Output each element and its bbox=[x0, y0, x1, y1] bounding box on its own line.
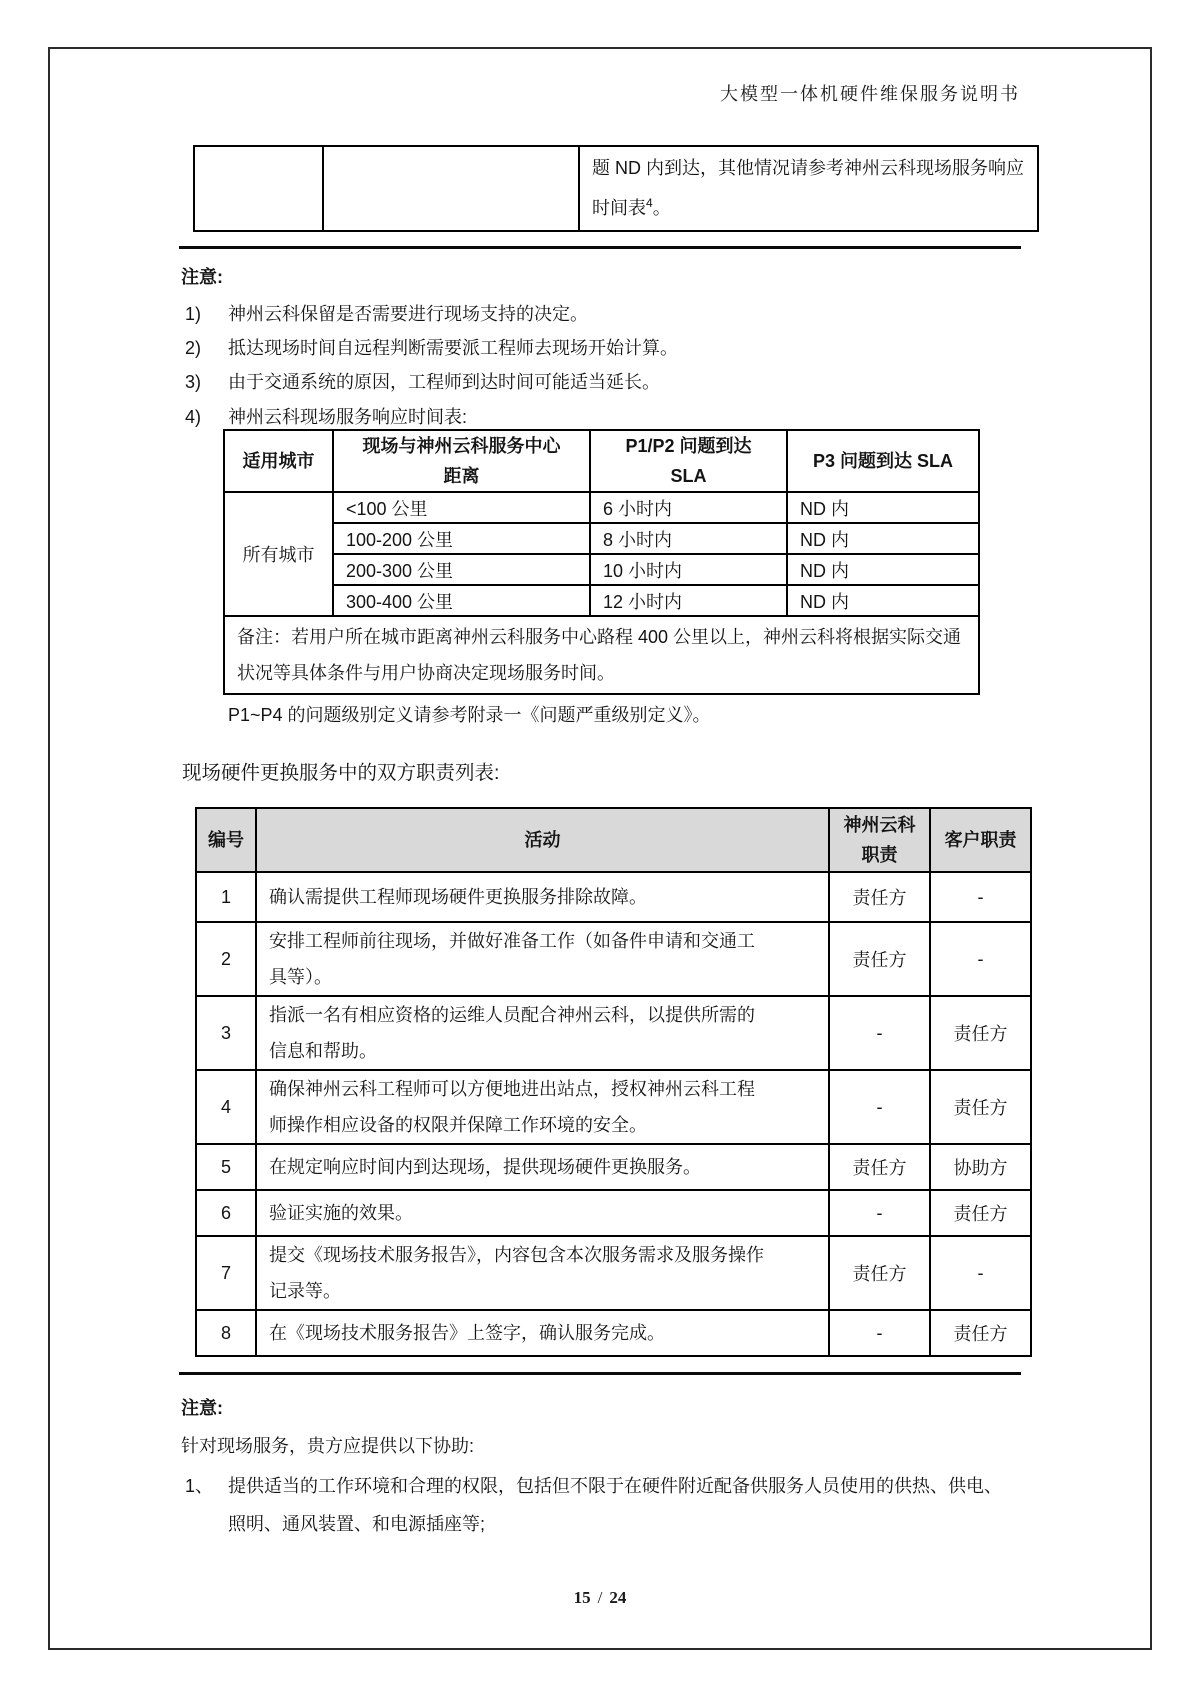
sla-row bbox=[224, 585, 979, 616]
resp-vendor-cell: 责任方 bbox=[829, 872, 930, 922]
resp-customer-cell: 协助方 bbox=[930, 1144, 1031, 1190]
sla-header-p1p2: P1/P2 问题到达 SLA bbox=[590, 430, 787, 492]
resp-no-cell: 6 bbox=[196, 1190, 256, 1236]
resp-no-cell: 8 bbox=[196, 1310, 256, 1356]
notes-bottom-label: 注意: bbox=[181, 1398, 223, 1418]
resp-vendor-cell: - bbox=[829, 1310, 930, 1356]
resp-row-6 bbox=[196, 1190, 1031, 1236]
carryover-text-line2-end: 。 bbox=[652, 198, 671, 218]
sla-p1p2-cell: 12 小时内 bbox=[590, 585, 787, 616]
severity-definition-note: P1~P4 的问题级别定义请参考附录一《问题严重级别定义》。 bbox=[228, 705, 711, 725]
resp-no-cell: 5 bbox=[196, 1144, 256, 1190]
resp-no-cell: 2 bbox=[196, 922, 256, 996]
assist-intro-text: 针对现场服务，贵方应提供以下协助: bbox=[181, 1436, 474, 1456]
note-item-4 bbox=[185, 403, 467, 429]
sla-header-row bbox=[224, 430, 979, 492]
carryover-cell-empty-2 bbox=[323, 146, 579, 231]
resp-vendor-cell: - bbox=[829, 1190, 930, 1236]
resp-activity-cell: 在规定响应时间内到达现场，提供现场硬件更换服务。 bbox=[256, 1144, 829, 1190]
carryover-text-line2: 时间表 bbox=[592, 198, 646, 218]
note-item-text: 神州云科保留是否需要进行现场支持的决定。 bbox=[228, 304, 588, 324]
resp-activity-cell: 确认需提供工程师现场硬件更换服务排除故障。 bbox=[256, 872, 829, 922]
resp-row-3 bbox=[196, 996, 1031, 1070]
footer-page-total: 24 bbox=[609, 1588, 627, 1607]
resp-customer-cell: 责任方 bbox=[930, 1310, 1031, 1356]
resp-activity-cell: 在《现场技术服务报告》上签字，确认服务完成。 bbox=[256, 1310, 829, 1356]
resp-row-2 bbox=[196, 922, 1031, 996]
resp-customer-cell: 责任方 bbox=[930, 996, 1031, 1070]
resp-no-cell: 4 bbox=[196, 1070, 256, 1144]
sla-remark-cell: 备注：若用户所在城市距离神州云科服务中心路程 400 公里以上，神州云科将根据实际交通状况等具体条件与用户协商决定现场服务时间。 bbox=[224, 616, 979, 694]
note-item-marker: 2) bbox=[185, 338, 202, 358]
sla-distance-cell: 200-300 公里 bbox=[333, 554, 590, 585]
resp-row-1 bbox=[196, 872, 1031, 922]
sla-header-city: 适用城市 bbox=[224, 430, 333, 492]
resp-row-7 bbox=[196, 1236, 1031, 1310]
footnote-superscript: 4 bbox=[646, 196, 653, 210]
note-item-text: 抵达现场时间自远程判断需要派工程师去现场开始计算。 bbox=[228, 338, 678, 358]
resp-vendor-cell: - bbox=[829, 1070, 930, 1144]
sla-row bbox=[224, 492, 979, 523]
sla-row bbox=[224, 554, 979, 585]
resp-activity-cell: 指派一名有相应资格的运维人员配合神州云科，以提供所需的信息和帮助。 bbox=[256, 996, 829, 1070]
resp-row-5 bbox=[196, 1144, 1031, 1190]
sla-p1p2-cell: 10 小时内 bbox=[590, 554, 787, 585]
note-item-marker: 3) bbox=[185, 372, 202, 392]
carryover-cell-text bbox=[579, 146, 1038, 231]
resp-customer-cell: 责任方 bbox=[930, 1070, 1031, 1144]
document-header-title: 大模型一体机硬件维保服务说明书 bbox=[720, 84, 1020, 104]
page-footer bbox=[0, 1588, 1200, 1608]
note-item-marker: 1) bbox=[185, 304, 202, 324]
sla-distance-cell: 300-400 公里 bbox=[333, 585, 590, 616]
sla-p3-cell: ND 内 bbox=[787, 585, 979, 616]
note-item-1 bbox=[185, 300, 588, 326]
sla-row bbox=[224, 523, 979, 554]
sla-p3-cell: ND 内 bbox=[787, 523, 979, 554]
resp-vendor-cell: 责任方 bbox=[829, 922, 930, 996]
note-item-text: 神州云科现场服务响应时间表: bbox=[228, 407, 467, 427]
carryover-table bbox=[193, 145, 1039, 232]
resp-row-4 bbox=[196, 1070, 1031, 1144]
resp-vendor-cell: 责任方 bbox=[829, 1236, 930, 1310]
sla-city-cell: 所有城市 bbox=[224, 492, 333, 616]
resp-header-vendor: 神州云科职责 bbox=[829, 808, 930, 872]
responsibility-table bbox=[195, 807, 1032, 1357]
sla-distance-cell: 100-200 公里 bbox=[333, 523, 590, 554]
resp-header-customer: 客户职责 bbox=[930, 808, 1031, 872]
note-item-3 bbox=[185, 368, 660, 394]
resp-no-cell: 7 bbox=[196, 1236, 256, 1310]
resp-customer-cell: - bbox=[930, 922, 1031, 996]
sla-p1p2-cell: 8 小时内 bbox=[590, 523, 787, 554]
resp-customer-cell: 责任方 bbox=[930, 1190, 1031, 1236]
carryover-row bbox=[194, 146, 1038, 231]
resp-activity-cell: 安排工程师前往现场，并做好准备工作（如备件申请和交通工具等）。 bbox=[256, 922, 829, 996]
resp-activity-cell: 验证实施的效果。 bbox=[256, 1190, 829, 1236]
resp-customer-cell: - bbox=[930, 872, 1031, 922]
resp-no-cell: 1 bbox=[196, 872, 256, 922]
section-title: 现场硬件更换服务中的双方职责列表: bbox=[182, 762, 500, 784]
assist-item-line2: 照明、通风装置、和电源插座等; bbox=[228, 1514, 485, 1534]
resp-header-activity: 活动 bbox=[256, 808, 829, 872]
resp-activity-cell: 确保神州云科工程师可以方便地进出站点，授权神州云科工程师操作相应设备的权限并保障工作环境的安全。 bbox=[256, 1070, 829, 1144]
sla-p3-cell: ND 内 bbox=[787, 492, 979, 523]
resp-vendor-cell: 责任方 bbox=[829, 1144, 930, 1190]
resp-no-cell: 3 bbox=[196, 996, 256, 1070]
sla-remark-row bbox=[224, 616, 979, 694]
carryover-cell-empty-1 bbox=[194, 146, 323, 231]
note-item-2 bbox=[185, 334, 678, 360]
sla-distance-cell: <100 公里 bbox=[333, 492, 590, 523]
sla-response-table bbox=[223, 429, 980, 695]
resp-header-no: 编号 bbox=[196, 808, 256, 872]
resp-customer-cell: - bbox=[930, 1236, 1031, 1310]
sla-p3-cell: ND 内 bbox=[787, 554, 979, 585]
assist-item-marker: 1、 bbox=[185, 1476, 214, 1496]
carryover-text-line1: 题 ND 内到达，其他情况请参考神州云科现场服务响应 bbox=[592, 158, 1024, 178]
footer-separator: / bbox=[597, 1588, 603, 1607]
sla-header-distance: 现场与神州云科服务中心距离 bbox=[333, 430, 590, 492]
horizontal-rule-top bbox=[179, 246, 1021, 249]
sla-header-p3: P3 问题到达 SLA bbox=[787, 430, 979, 492]
note-item-marker: 4) bbox=[185, 407, 202, 427]
footer-page-number: 15 bbox=[573, 1588, 591, 1607]
resp-activity-cell: 提交《现场技术服务报告》，内容包含本次服务需求及服务操作记录等。 bbox=[256, 1236, 829, 1310]
resp-header-row bbox=[196, 808, 1031, 872]
horizontal-rule-bottom bbox=[179, 1372, 1021, 1375]
note-item-text: 由于交通系统的原因，工程师到达时间可能适当延长。 bbox=[228, 372, 660, 392]
assist-item-line1: 提供适当的工作环境和合理的权限，包括但不限于在硬件附近配备供服务人员使用的供热、供电、 bbox=[228, 1476, 1002, 1496]
resp-vendor-cell: - bbox=[829, 996, 930, 1070]
notes-top-label: 注意: bbox=[181, 267, 223, 287]
resp-row-8 bbox=[196, 1310, 1031, 1356]
sla-p1p2-cell: 6 小时内 bbox=[590, 492, 787, 523]
